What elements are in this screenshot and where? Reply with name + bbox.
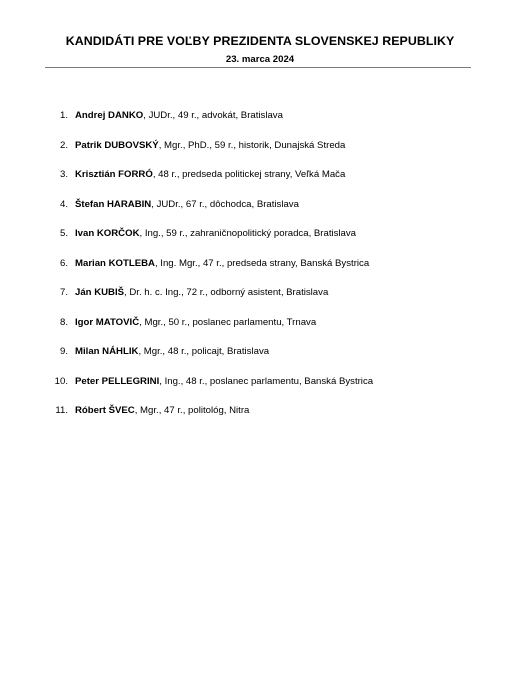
candidate-entry xyxy=(75,376,373,388)
candidate-details: , Mgr., 50 r., poslanec parlamentu, Trnava xyxy=(139,316,317,328)
candidate-entry xyxy=(75,228,356,240)
candidate-item xyxy=(0,287,520,317)
candidate-number: 3. xyxy=(59,169,68,180)
candidate-name: Igor MATOVIČ xyxy=(75,316,140,328)
candidate-list xyxy=(0,110,520,435)
candidate-item xyxy=(0,317,520,347)
candidate-number: 10. xyxy=(54,375,68,387)
candidate-item xyxy=(0,140,520,170)
candidate-name: Marian KOTLEBA xyxy=(75,257,155,269)
candidate-item xyxy=(0,405,520,435)
candidate-entry xyxy=(75,346,269,358)
candidate-name: Andrej DANKO xyxy=(75,110,144,121)
candidate-name: Róbert ŠVEC xyxy=(75,405,135,416)
candidate-name: Štefan HARABIN xyxy=(75,198,152,210)
candidate-item xyxy=(0,199,520,229)
header-divider xyxy=(45,67,471,68)
candidate-number: 4. xyxy=(59,198,68,210)
candidate-entry xyxy=(75,287,328,299)
candidate-details: , Mgr., 47 r., politológ, Nitra xyxy=(134,405,250,416)
candidate-name: Ján KUBIŠ xyxy=(75,287,125,298)
candidate-details: , JUDr., 67 r., dôchodca, Bratislava xyxy=(151,198,299,210)
candidate-item xyxy=(0,346,520,376)
candidate-entry xyxy=(75,140,345,152)
candidate-details: , Ing. Mgr., 47 r., predseda strany, Banská Bystrica xyxy=(154,257,370,269)
candidate-entry xyxy=(75,405,249,417)
candidate-details: , Dr. h. c. Ing., 72 r., odborný asistent, Bratislava xyxy=(124,287,329,298)
candidate-number: 6. xyxy=(59,257,68,269)
candidate-item xyxy=(0,258,520,288)
candidate-number: 5. xyxy=(59,228,68,239)
candidate-details: , Mgr., 48 r., policajt, Bratislava xyxy=(138,346,270,357)
candidate-details: , Ing., 59 r., zahraničnopolitický poradca, Bratislava xyxy=(139,228,357,239)
candidate-entry xyxy=(75,110,283,122)
candidate-name: Peter PELLEGRINI xyxy=(75,375,160,387)
candidate-number: 8. xyxy=(59,316,68,328)
candidate-entry xyxy=(75,199,299,211)
candidate-details: , Ing., 48 r., poslanec parlamentu, Banská Bystrica xyxy=(159,375,374,387)
candidate-name: Krisztián FORRÓ xyxy=(75,169,153,180)
candidate-number: 1. xyxy=(59,110,68,121)
candidate-entry xyxy=(75,258,369,270)
candidate-number: 9. xyxy=(59,346,68,357)
document-title: KANDIDÁTI PRE VOĽBY PREZIDENTA SLOVENSKEJ REPUBLIKY xyxy=(65,34,455,48)
candidate-number: 7. xyxy=(59,287,68,298)
document-date: 23. marca 2024 xyxy=(225,54,295,65)
candidate-number: 2. xyxy=(59,139,68,151)
candidate-details: , 48 r., predseda politickej strany, Veľká Mača xyxy=(152,169,346,180)
candidate-entry xyxy=(75,169,345,181)
candidate-details: , Mgr., PhD., 59 r., historik, Dunajská Streda xyxy=(158,139,346,151)
candidate-entry xyxy=(75,317,316,329)
candidate-details: , JUDr., 49 r., advokát, Bratislava xyxy=(143,110,283,121)
candidate-item xyxy=(0,228,520,258)
candidate-number: 11. xyxy=(55,405,68,416)
candidate-name: Milan NÁHLIK xyxy=(75,346,139,357)
candidate-item xyxy=(0,376,520,406)
candidate-item xyxy=(0,169,520,199)
candidate-name: Patrik DUBOVSKÝ xyxy=(75,139,159,151)
candidate-item xyxy=(0,110,520,140)
candidate-name: Ivan KORČOK xyxy=(75,228,140,239)
